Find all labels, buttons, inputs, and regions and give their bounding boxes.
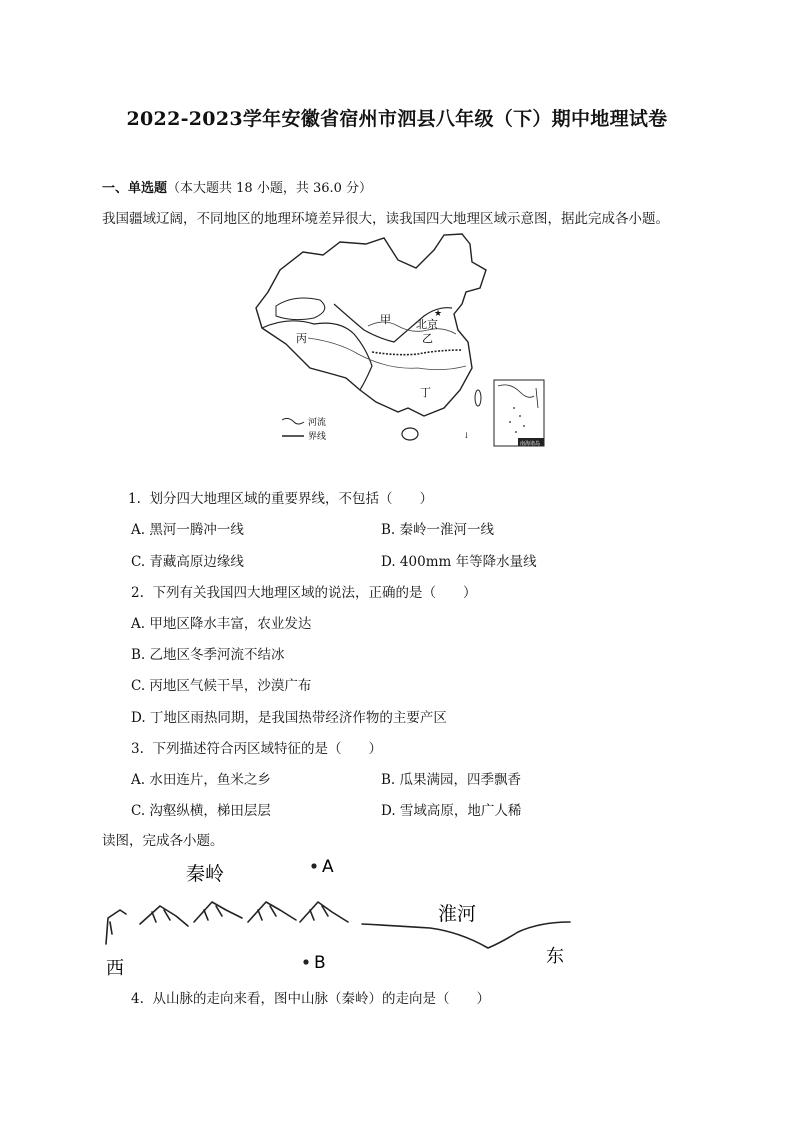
option-c[interactable]: C. 丙地区气候干旱，沙漠广布	[131, 678, 312, 694]
label-jia: 甲	[380, 313, 391, 326]
beijing-star-icon: ★	[434, 309, 443, 319]
page-title: 2022-2023学年安徽省宿州市泗县八年级（下）期中地理试卷	[126, 108, 668, 130]
point-a-marker	[311, 863, 316, 868]
intro-sketch: 读图，完成各小题。	[102, 833, 224, 849]
qinling-label: 秦岭	[186, 863, 225, 885]
question-number: 3.	[131, 741, 144, 757]
label-yi: 乙	[422, 332, 433, 345]
point-b-label: B	[314, 953, 326, 973]
west-label: 西	[106, 958, 124, 976]
question-1	[128, 487, 433, 507]
option-a[interactable]: A. 水田连片，鱼米之乡	[131, 772, 271, 788]
question-2	[131, 581, 476, 601]
mountain-2	[194, 902, 242, 922]
question-text: 从山脉的走向来看，图中山脉（秦岭）的走向是（ ）	[152, 991, 490, 1007]
option-d[interactable]: D. 丁地区雨热同期，是我国热带经济作物的主要产区	[131, 710, 447, 726]
point-a-label: A	[322, 857, 334, 877]
east-label: 东	[546, 946, 564, 967]
label-ding: 丁	[420, 386, 431, 399]
option-c[interactable]: C. 青藏高原边缘线	[131, 554, 244, 570]
legend-river-symbol	[282, 418, 304, 424]
option-d[interactable]: D. 雪域高原，地广人稀	[381, 803, 522, 819]
option-c[interactable]: C. 沟壑纵横，梯田层层	[131, 803, 271, 819]
question-text: 下列有关我国四大地理区域的说法，正确的是（ ）	[152, 585, 477, 601]
option-a[interactable]: A. 甲地区降水丰富，农业发达	[131, 616, 312, 632]
china-regions-map	[248, 230, 558, 450]
mountain-4	[300, 902, 348, 922]
qinling-huaihe-sketch	[100, 852, 580, 976]
svg-text:↓: ↓	[463, 431, 470, 440]
section-heading-note: （本大题共 18 小题，共 36.0 分）	[167, 181, 373, 196]
inset-caption: 南海诸岛	[520, 441, 541, 447]
legend-river-label: 河流	[308, 418, 327, 428]
question-3	[131, 737, 382, 757]
option-a[interactable]: A. 黑河一腾冲一线	[131, 522, 244, 538]
question-text: 划分四大地理区域的重要界线，不包括（ ）	[149, 491, 433, 507]
question-number: 4.	[131, 991, 144, 1007]
option-b[interactable]: B. 乙地区冬季河流不结冰	[131, 647, 285, 663]
huaihe-river	[362, 922, 570, 948]
option-b[interactable]: B. 秦岭一淮河一线	[381, 522, 495, 538]
mountain-3	[248, 902, 296, 922]
point-b-marker	[303, 959, 308, 964]
question-number: 1.	[128, 491, 141, 507]
legend-boundary-label: 界线	[308, 432, 327, 442]
section-heading-bold: 一、单选题	[102, 181, 168, 196]
huaihe-label: 淮河	[438, 903, 477, 925]
label-bing: 丙	[296, 332, 307, 345]
option-b[interactable]: B. 瓜果满园，四季飘香	[381, 772, 522, 788]
section-heading	[102, 177, 372, 196]
option-d[interactable]: D. 400mm 年等降水量线	[381, 554, 537, 570]
intro-map: 我国疆域辽阔，不同地区的地理环境差异很大，读我国四大地理区域示意图，据此完成各小题。	[102, 211, 669, 227]
mountain-1	[140, 906, 188, 926]
question-text: 下列描述符合丙区域特征的是（ ）	[152, 741, 382, 757]
question-number: 2.	[131, 585, 144, 601]
question-4	[131, 987, 490, 1007]
label-beijing: 北京	[416, 318, 438, 331]
